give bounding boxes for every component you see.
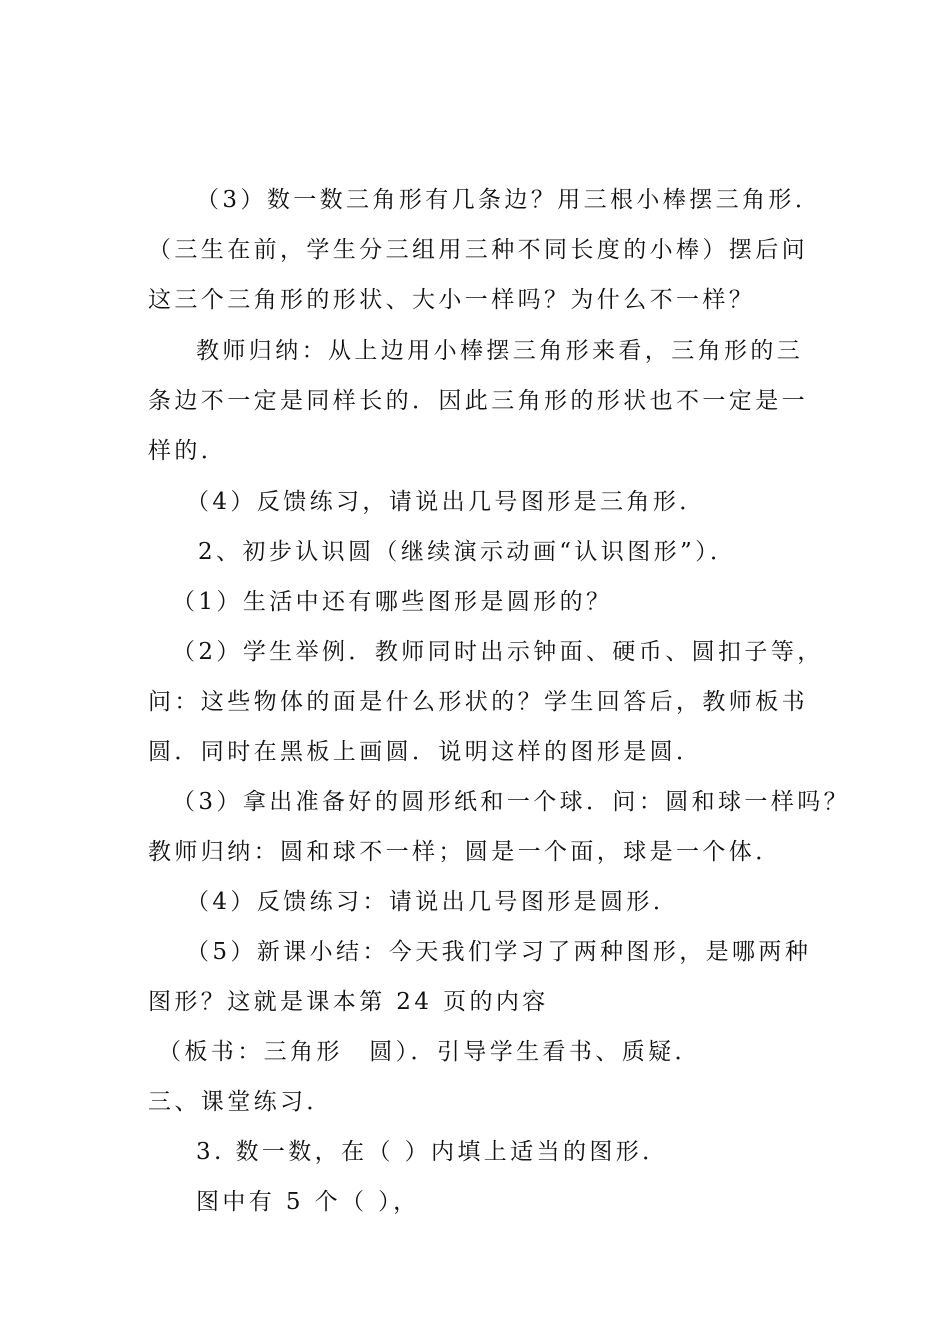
text-line: （板书：三角形 圆）．引导学生看书、质疑．: [158, 1039, 701, 1065]
text-line: （3）数一数三角形有几条边？用三根小棒摆三角形．: [196, 187, 822, 213]
text-line: 这三个三角形的形状、大小一样吗？为什么不一样？: [148, 287, 756, 313]
text-line: （2）学生举例．教师同时出示钟面、硬币、圆扣子等，: [172, 639, 824, 665]
text-line: 条边不一定是同样长的．因此三角形的形状也不一定是一: [148, 388, 808, 414]
text-line: （5）新课小结：今天我们学习了两种图形，是哪两种: [186, 939, 812, 965]
text-line: 2、初步认识圆（继续演示动画“认识图形”）．: [198, 539, 737, 565]
text-line: （4）反馈练习，请说出几号图形是三角形．: [186, 489, 706, 515]
text-line: 圆．同时在黑板上画圆．说明这样的图形是圆．: [148, 739, 703, 765]
text-line: 教师归纳：从上边用小棒摆三角形来看，三角形的三: [196, 338, 804, 364]
section-heading: 三、课堂练习．: [148, 1089, 333, 1115]
text-line: 问：这些物体的面是什么形状的？学生回答后，教师板书: [148, 689, 808, 715]
text-line: （1）生活中还有哪些图形是圆形的？: [172, 589, 613, 615]
text-line: 图形？这就是课本第 24 页的内容: [148, 989, 549, 1015]
text-line: （三生在前，学生分三组用三种不同长度的小棒）摆后问: [148, 237, 808, 263]
text-line: 3. 数一数，在（ ）内填上适当的图形．: [196, 1139, 669, 1165]
text-line: 样的．: [148, 438, 228, 464]
text-line: （4）反馈练习：请说出几号图形是圆形．: [186, 889, 680, 915]
text-line: 教师归纳：圆和球不一样；圆是一个面，球是一个体．: [148, 839, 782, 865]
text-line: （3）拿出准备好的圆形纸和一个球．问：圆和球一样吗？: [172, 789, 851, 815]
text-line: 图中有 5 个（ ），: [196, 1189, 420, 1215]
